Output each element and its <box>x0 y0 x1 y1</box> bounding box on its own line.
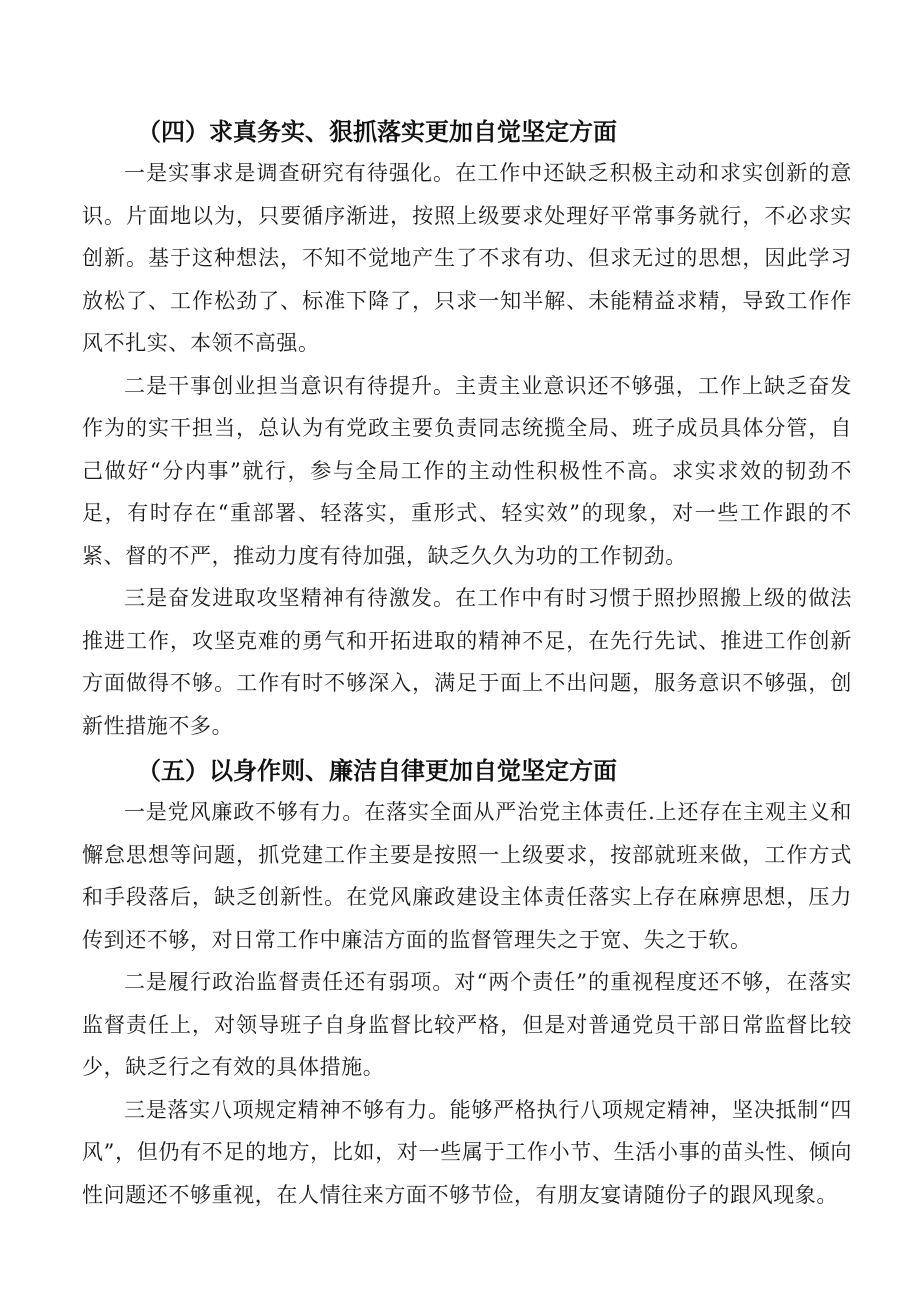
paragraph-5-2: 二是履行政治监督责任还有弱项。对“两个责任”的重视程度还不够，在落实监督责任上，对领导班子自身监督比较严格，但是对普通党员干部日常监督比较少，缺乏行之有效的具体措施。 <box>82 970 852 1079</box>
paragraph-5-3: 三是落实八项规定精神不够有力。能够严格执行八项规定精神，坚决抵制“四风”，但仍有不足的地方，比如，对一些属于工作小节、生活小事的苗头性、倾向性问题还不够重视，在人情往来方面不够节俭，有朋友宴请随份子的跟风现象。 <box>82 1097 852 1207</box>
paragraph-4-1: 一是实事求是调查研究有待强化。在工作中还缺乏积极主动和求实创新的意识。片面地以为，只要循序渐进，按照上级要求处理好平常事务就行，不必求实创新。基于这种想法，不知不觉地产生了不求有功、但求无过的思想，因此学习放松了、工作松劲了、标准下降了，只求一知半解、未能精益求精，导致工作作风不扎实、本领不高强。 <box>82 161 852 355</box>
paragraph-5-1: 一是党风廉政不够有力。在落实全面从严治党主体责任.上还存在主观主义和懈怠思想等问题，抓党建工作主要是按照一上级要求，按部就班来做，工作方式和手段落后，缺乏创新性。在党风廉政建设主体责任落实上存在麻痹思想，压力传到还不够，对日常工作中廉洁方面的监督管理失之于宽、失之于软。 <box>82 800 852 952</box>
document-body <box>82 112 852 1216</box>
section-heading-4: （四）求真务实、狠抓落实更加自觉坚定方面 <box>137 118 617 146</box>
paragraph-4-3: 三是奋发进取攻坚精神有待激发。在工作中有时习惯于照抄照搬上级的做法推进工作，攻坚克难的勇气和开拓进取的精神不足，在先行先试、推进工作创新方面做得不够。工作有时不够深入，满足于面上不出问题，服务意识不够强，创新性措施不多。 <box>82 586 852 738</box>
paragraph-4-2: 二是干事创业担当意识有待提升。主责主业意识还不够强，工作上缺乏奋发作为的实干担当，总认为有党政主要负责同志统揽全局、班子成员具体分管，自己做好“分内事”就行，参与全局工作的主动性积极性不高。求实求效的韧劲不足，有时存在“重部署、轻落实，重形式、轻实效”的现象，对一些工作跟的不紧、督的不严，推动力度有待加强，缺乏久久为功的工作韧劲。 <box>82 373 852 568</box>
section-heading-5: （五）以身作则、廉洁自律更加自觉坚定方面 <box>137 757 617 785</box>
